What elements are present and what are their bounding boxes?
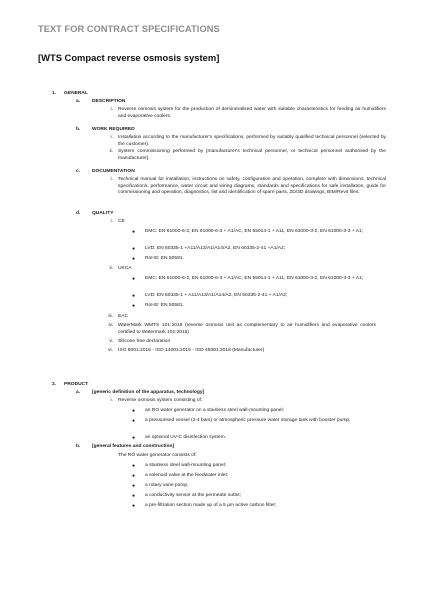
s2b-b5: a pre-filtration section made up of a 5 µm active carbon filter; bbox=[145, 503, 277, 508]
s1a-title: DESCRIPTION bbox=[92, 99, 126, 104]
s1d-label: d. bbox=[76, 211, 81, 216]
bullet: ● bbox=[132, 473, 136, 479]
bullet: ● bbox=[132, 503, 136, 509]
s1b-i-text: Installation according to the manufacturer's specifications, performed by suitably qualified technical personnel (selected by the customer). bbox=[118, 135, 386, 147]
s2b-intro: The RO water generator consists of: bbox=[118, 453, 197, 458]
s2a-label: a. bbox=[76, 390, 81, 395]
s1d-ii-num: ii. bbox=[109, 266, 113, 271]
s1d-silicone: Silicone free declaration bbox=[118, 339, 171, 344]
s1d-vi-num: vi. bbox=[108, 348, 113, 353]
s1d-iso: ISO 9001:2015 - ISO 14001:2015 - ISO 45001:2018 (Manufacturer) bbox=[118, 348, 265, 353]
document-header: TEXT FOR CONTRACT SPECIFICATIONS bbox=[38, 24, 220, 34]
s1b-ii-text: System commissioning performed by [manufacturer's technical personnel, or technical personnel authorised by the manufacturer]. bbox=[118, 149, 386, 161]
bullet: ● bbox=[132, 303, 136, 309]
s1d-ce-lvd: LVD: EN 60335-1 +A11/A13/A1/A14/A2, EN 60335-2-41 +A1/A2; bbox=[145, 246, 286, 251]
s1d-ukca: UKCA bbox=[118, 266, 132, 271]
s1d-eac: EAC bbox=[118, 314, 129, 319]
s2b-label: b. bbox=[76, 444, 81, 449]
bullet: ● bbox=[132, 408, 136, 414]
s1d-ce-rohs: RoHS: EN 50581. bbox=[145, 256, 184, 261]
s1c-i-text: Technical manual for installation, instructions on safety, configuration and operation, complete with dimensions, technical specifications, performance, water circuit and wiring diagrams, standards and specifications for safe installation, guide for commissioning and operation, diagnostics, list and identification of spare parts, 2D/3D drawings, BIM/Revit files. bbox=[118, 177, 386, 196]
s1d-iii-num: iii. bbox=[108, 314, 113, 319]
s2a-i-text: Reverse osmosis system consisting of: bbox=[118, 398, 203, 403]
s2a-b3: an optional UV-C disinfection system. bbox=[145, 435, 227, 440]
s1c-i-num: i. bbox=[110, 177, 113, 182]
s2a-b1: an RO water generator on a stainless steel wall-mounting panel; bbox=[145, 408, 284, 413]
s2b-b3: a rotary vane pump; bbox=[145, 483, 189, 488]
s1d-i-num: i. bbox=[110, 219, 113, 224]
bullet: ● bbox=[132, 246, 136, 252]
s1c-title: DOCUMENTATION bbox=[92, 169, 135, 174]
section-2-title: PRODUCT bbox=[64, 382, 89, 387]
bullet: ● bbox=[132, 293, 136, 299]
section-1-title: GENERAL bbox=[64, 91, 88, 96]
s1a-label: a. bbox=[76, 99, 81, 104]
s1a-i-text: Reverse osmosis system for the production of demineralised water with suitable characteristics for feeding air humidifiers and evaporative coolers. bbox=[118, 107, 386, 119]
s2a-title: [generic definition of the apparatus, technology] bbox=[92, 390, 205, 395]
bullet: ● bbox=[132, 463, 136, 469]
s2b-b4: a conductivity sensor at the permeate outlet; bbox=[145, 493, 241, 498]
s2a-b2: a pressurised vessel (2-4 bars) or atmospheric pressure water storage tank with booster pump; bbox=[145, 418, 351, 423]
s1d-v-num: v. bbox=[109, 339, 113, 344]
s1d-uk-lvd: LVD: EN 60335-1 + A11/A13/A1/A14/A2, EN 60335-2-41 + A1/A2; bbox=[145, 293, 288, 298]
s1d-title: QUALITY bbox=[92, 211, 114, 216]
s1b-ii-num: ii. bbox=[109, 149, 113, 154]
s2a-i-num: i. bbox=[110, 398, 113, 403]
s1b-i-num: i. bbox=[110, 135, 113, 140]
bullet: ● bbox=[132, 493, 136, 499]
s1d-ce-emc: EMC: EN 61000-6-2, EN 61000-6-3 + A1/AC, EN 55014-1 + A11, EN 61000-3-2, EN 61000-3-3 + A1; bbox=[145, 229, 364, 234]
bullet: ● bbox=[132, 418, 136, 424]
s2b-title: [general features and construction] bbox=[92, 444, 175, 449]
s2b-b2: a solenoid valve at the feedwater inlet; bbox=[145, 473, 229, 478]
s1c-label: c. bbox=[76, 169, 81, 174]
bullet: ● bbox=[132, 256, 136, 262]
section-2-number: 2. bbox=[52, 382, 57, 387]
bullet: ● bbox=[132, 483, 136, 489]
bullet: ● bbox=[132, 435, 136, 441]
bullet: ● bbox=[132, 229, 136, 235]
s1d-uk-rohs: RoHS: EN 50581. bbox=[145, 303, 184, 308]
product-title: [WTS Compact reverse osmosis system] bbox=[38, 52, 220, 63]
s1d-uk-emc: EMC: EN 61000-6-2, EN 61000-6-3 + A1/AC, EN 55014-1 + A11, EN 61000-3-2, EN 61000-3-3 + A1; bbox=[145, 276, 364, 281]
s1d-watermark: WaterMark WMTS 101:2018 (reverse osmosis unit as complementary to air humidifiers and evaporative coolers certified to Watermark 101:2018) bbox=[118, 323, 376, 335]
s1d-iv-num: iv. bbox=[108, 323, 113, 328]
s1b-label: b. bbox=[76, 127, 81, 132]
s1a-i-num: i. bbox=[110, 107, 113, 112]
s1d-ce: CE bbox=[118, 219, 125, 224]
bullet: ● bbox=[132, 276, 136, 282]
s2b-b1: a stainless steel wall-mounting panel; bbox=[145, 463, 227, 468]
section-1-number: 1. bbox=[52, 91, 57, 96]
s1b-title: WORK REQUIRED bbox=[92, 127, 135, 132]
